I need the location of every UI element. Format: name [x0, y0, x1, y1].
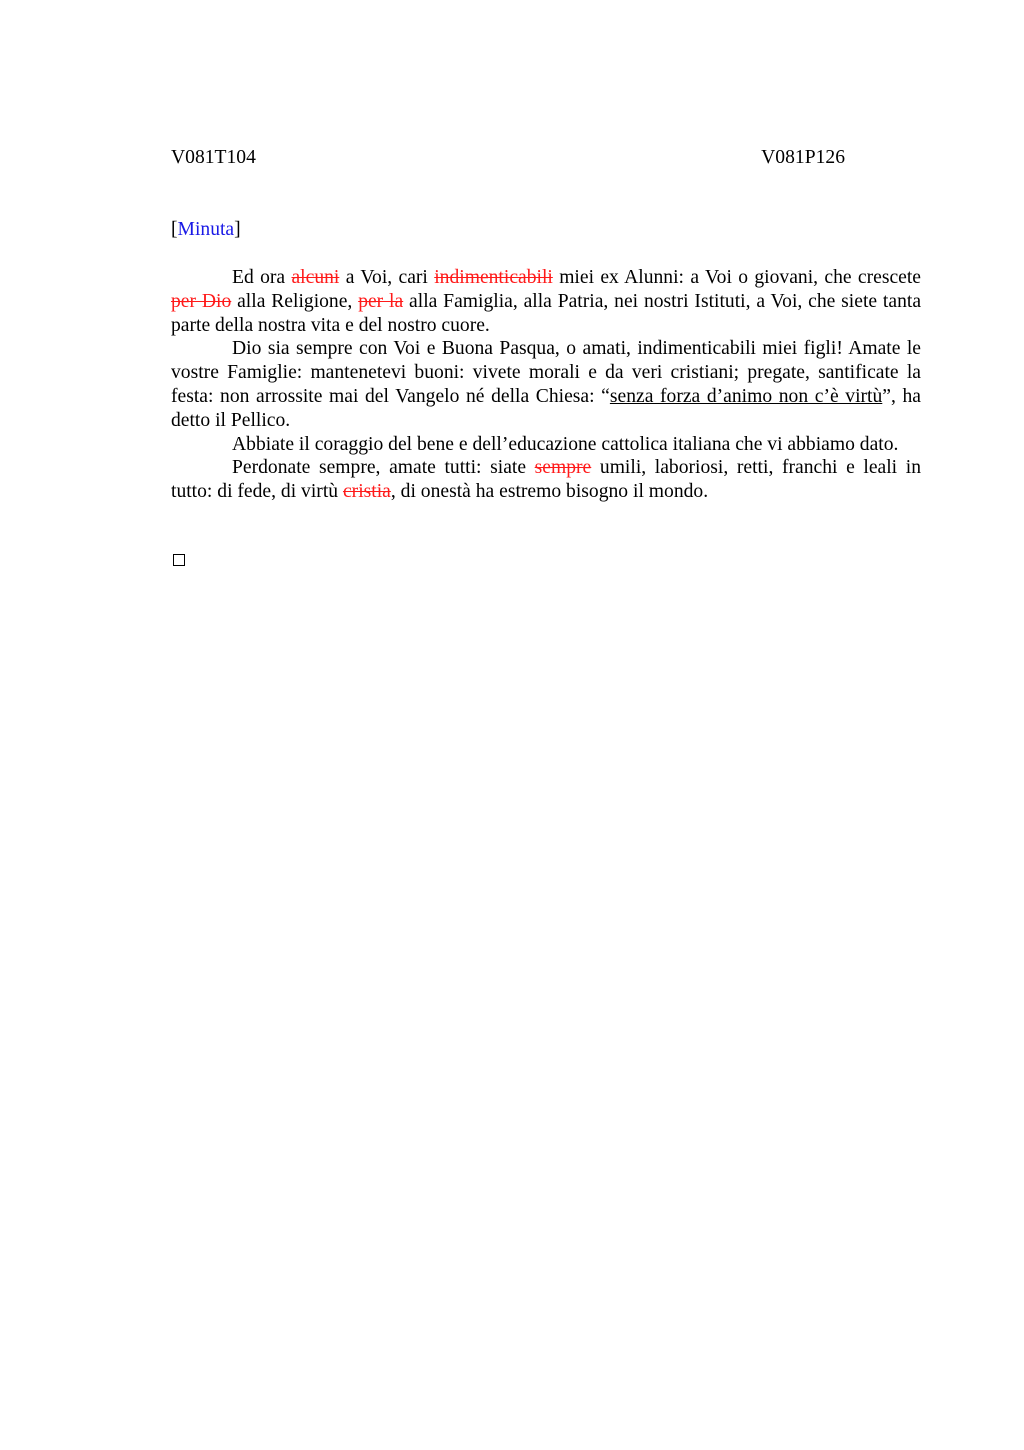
- minuta-heading: [171, 218, 241, 242]
- paragraph-1: [171, 266, 921, 337]
- text-segment: Abbiate il coraggio del bene e dell’educazione cattolica italiana che vi abbiamo dato.: [232, 433, 899, 455]
- minuta-open-bracket: [: [171, 219, 178, 240]
- paragraph-2: [171, 337, 921, 432]
- header-right-code: V081P126: [761, 147, 845, 168]
- deleted-text: sempre: [534, 457, 592, 479]
- text-segment: Perdonate sempre, amate tutti: siate: [232, 457, 535, 479]
- letter-body: [171, 266, 921, 504]
- paragraph-3: [171, 433, 921, 457]
- deleted-text: alcuni: [291, 267, 340, 288]
- text-segment: , di onestà ha estremo bisogno il mondo.: [390, 481, 709, 503]
- text-segment: alla Religione,: [231, 290, 359, 312]
- text-segment: a Voi, cari: [339, 267, 435, 288]
- deleted-text: cristia: [342, 481, 391, 503]
- square-outline-icon: [173, 554, 185, 566]
- text-segment: alla Famiglia, alla Patria, nei nostri Istituti, a Voi, che siete tanta parte della nostra vita e del nostro cuore.: [171, 290, 922, 336]
- text-segment: Ed ora: [232, 267, 292, 288]
- underlined-quote: senza forza d’animo non c’è virtù: [609, 385, 883, 407]
- text-segment: Dio sia sempre con Voi e Buona Pasqua, o amati, indimenticabili miei figli! Amate le vostre Famiglie: mantenetevi buoni: vivete morali e da veri cristiani; pregate, santificate la festa: non arrossite mai del Vangelo né della Chiesa: “: [171, 338, 921, 407]
- deleted-text: indimenticabili: [434, 267, 553, 288]
- text-segment: umili, laboriosi, retti, franchi e leali in tutto: di fede, di virtù: [171, 457, 921, 503]
- header-left-code: V081T104: [171, 147, 256, 168]
- minuta-close-bracket: ]: [234, 219, 241, 240]
- text-segment: ”, ha detto il Pellico.: [171, 385, 921, 431]
- deleted-text: per la: [358, 290, 404, 312]
- document-header: [171, 146, 845, 170]
- paragraph-4: [171, 456, 921, 504]
- deleted-text: per Dio: [171, 290, 232, 312]
- text-segment: miei ex Alunni: a Voi o giovani, che crescete: [552, 267, 922, 288]
- minuta-label: Minuta: [177, 219, 235, 240]
